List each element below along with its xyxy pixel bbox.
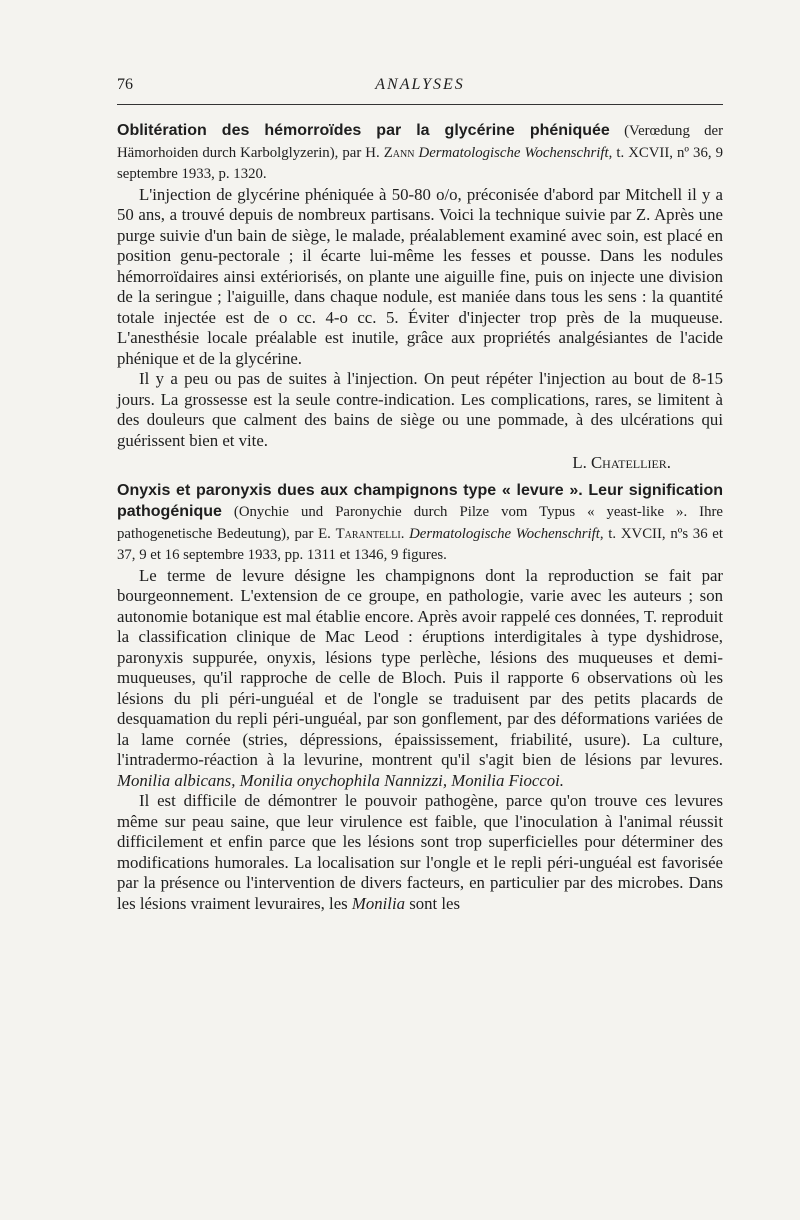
- article-1-paragraph-2: Il y a peu ou pas de suites à l'injection. On peut répéter l'injection au bout de 8-15 jours. La grossesse est la seule contre-indication. Les complications, rares, se limitent à des douleurs que calment des bains de siège ou une pommade, à des ulcérations qui guérissent bien et vite.: [117, 369, 723, 450]
- header-rule: [117, 104, 723, 105]
- article-2-title-german: (Onychie und Paronychie durch Pilze vom Typus « yeast-like ». Ihre pathogenetische Bedeutung), par E.: [117, 504, 723, 542]
- article-1-title-bold: Oblitération des hémorroïdes par la glycérine phéniquée: [117, 122, 610, 139]
- article-2-title-bold: Onyxis et paronyxis dues aux champignons type « levure ». Leur signification pathogénique: [117, 481, 723, 520]
- article-1: [117, 120, 723, 474]
- article-2-paragraph-2-end: sont les: [405, 893, 461, 913]
- article-2-paragraph-1-text: Le terme de levure désigne les champignons dont la reproduction se fait par bourgeonnement. L'extension de ce groupe, en pathologie, varie avec les auteurs ; son autonomie botanique est mal établie encore. Après avoir rappelé ces données, T. reproduit la classification clinique de Mac Leod : éruptions interdigitales à type dyshidrose, paronyxis suppurée, onyxis, lésions type perlèche, lésions des muqueuses et demi-muqueuses, qu'il rapproche de celle de Bloch. Puis il rapporte 6 observations où les lésions du pli péri-unguéal et de l'ongle se traduisent par des petits placards de desquamation du repli péri-unguéal, par son gonflement, par des déformations variées de la lame cornée (stries, dépressions, épaississement, friabilité, usure). La culture, l'intradermo-réaction à la levurine, montrent qu'il s'agit bien de lésions par levures.: [117, 565, 723, 769]
- article-1-title: [117, 120, 723, 185]
- article-1-author: Zann: [383, 144, 415, 161]
- page-body: [117, 120, 723, 914]
- article-1-signature: L. Chatellier.: [572, 453, 671, 472]
- article-2-title: [117, 480, 723, 566]
- article-2-genus: Monilia: [351, 893, 406, 913]
- article-1-journal: Dermatologische Wochenschrift: [418, 144, 609, 161]
- article-2-author: Tarantelli: [335, 525, 401, 542]
- article-2-title-sep: .: [400, 525, 410, 542]
- article-2-paragraph-2: [117, 791, 723, 914]
- article-2: [117, 480, 723, 915]
- article-2-journal: Dermatologische Wochenschrift: [409, 525, 600, 542]
- article-1-citation: , t. XCVII, nº 36, 9 septembre 1933, p. 1320.: [117, 144, 723, 182]
- article-2-paragraph-2-text: Il est difficile de démontrer le pouvoir pathogène, parce qu'on trouve ces levures même sur peau saine, que leur virulence est faible, que l'inoculation à l'animal réussit difficilement et enfin parce que les lésions sont trop superficielles pour déterminer des modifications humorales. La localisation sur l'ongle et le repli péri-unguéal est favorisée par la présence ou l'intervention de divers facteurs, en particulier par des microbes. Dans les lésions vraiment levuraires, les: [117, 791, 723, 913]
- running-title: ANALYSES: [375, 76, 465, 93]
- page-number: 76: [117, 76, 133, 93]
- article-2-species-list: Monilia albicans, Monilia onychophila Nannizzi, Monilia Fioccoi.: [117, 770, 564, 790]
- article-1-title-german: (Verœdung der Hämorhoiden durch Karbolglyzerin), par H.: [117, 123, 723, 161]
- page-header: [117, 76, 723, 100]
- article-2-citation: , t. XVCII, nºs 36 et 37, 9 et 16 septembre 1933, pp. 1311 et 1346, 9 figures.: [117, 525, 723, 563]
- article-1-paragraph-1: L'injection de glycérine phéniquée à 50-80 o/o, préconisée d'abord par Mitchell il y a 50 ans, a trouvé depuis de nombreux partisans. Voici la technique suivie par Z. Après une purge suivie d'un bain de siège, le malade, préalablement examiné avec soin, est placé en position genu-pectorale ; il écarte lui-même les fesses et pousse. Dans les nodules hémorroïdaires ainsi extériorisés, on plante une aiguille fine, puis on injecte une division de la seringue ; l'aiguille, dans chaque nodule, est maniée dans tous les sens : la quantité totale injectée est de o cc. 4-o cc. 5. Éviter d'injecter trop près de la muqueuse. L'anesthésie locale préalable est inutile, grâce aux propriétés analgésiantes de l'acide phénique et de la glycérine.: [117, 184, 723, 368]
- article-2-paragraph-1: [117, 566, 723, 792]
